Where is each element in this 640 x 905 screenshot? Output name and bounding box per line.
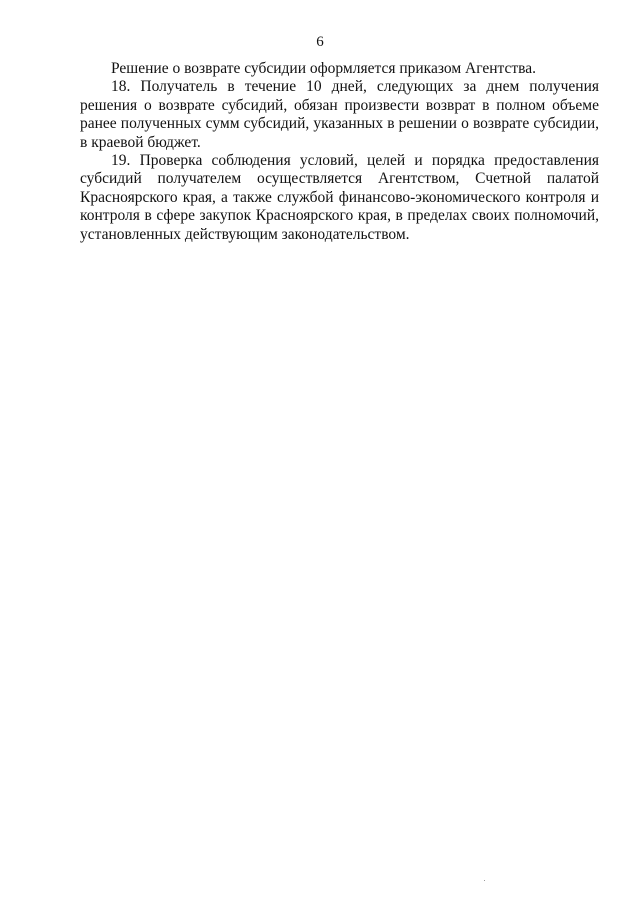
- paragraph-19-compliance-check: 19. Проверка соблюдения условий, целей и порядка предоставления субсидий получателем осуществляется Агентством, Счетной палатой Красноярского края, а также службой финансово-экономического контроля и контроля в сфере закупок Красноярского края, в пределах своих полномочий, установленных действующим законодательством.: [80, 152, 599, 243]
- document-body: [80, 60, 599, 244]
- paragraph-refund-decision: Решение о возврате субсидии оформляется приказом Агентства.: [111, 60, 537, 77]
- page-number: 6: [316, 34, 324, 50]
- scan-artifact: [484, 880, 485, 881]
- paragraph-18-refund-obligation: 18. Получатель в течение 10 дней, следующих за днем получения решения о возврате субсидий, обязан произвести возврат в полном объеме ранее полученных сумм субсидий, указанных в решении о возврате субсидии, в краевой бюджет.: [80, 78, 599, 151]
